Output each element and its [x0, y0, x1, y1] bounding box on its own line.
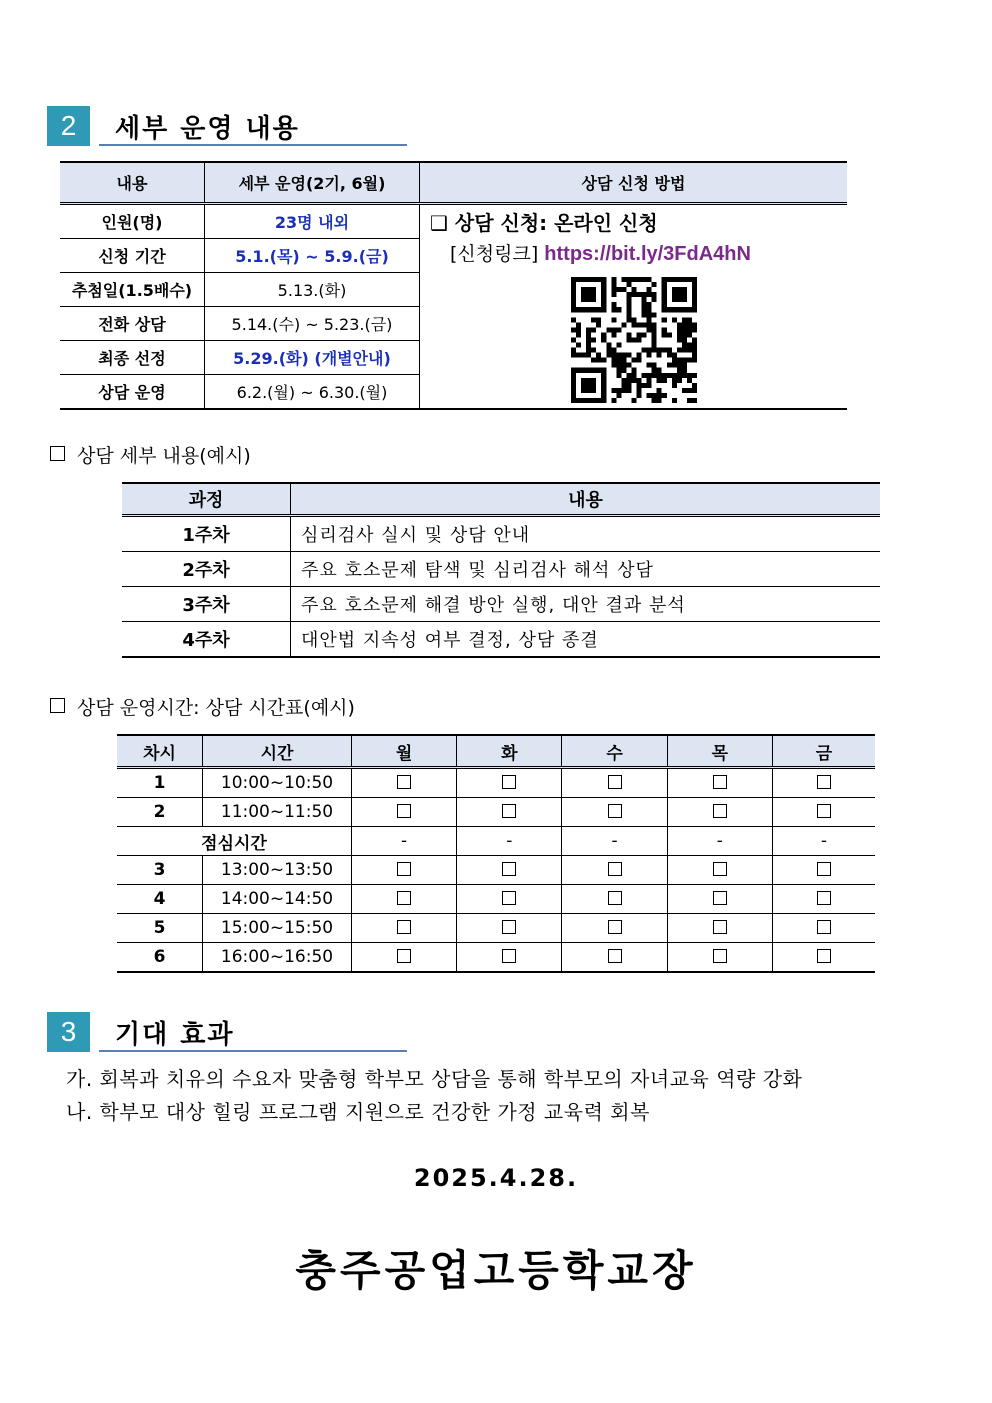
row-label: 최종 선정	[60, 341, 205, 375]
header-cell: 내용	[291, 483, 881, 516]
link-label: [신청링크]	[450, 243, 539, 265]
empty-checkbox-icon[interactable]	[608, 775, 622, 789]
section-number: 2	[47, 106, 90, 146]
method-title: ❑ 상담 신청: 온라인 신청	[430, 211, 658, 235]
session-number: 2	[117, 798, 203, 827]
slot-cell	[457, 885, 562, 914]
row-value: 5.13.(화)	[205, 273, 420, 307]
header-cell: 화	[457, 735, 562, 768]
dash-cell: -	[562, 827, 667, 856]
slot-cell	[667, 914, 772, 943]
week-cell: 1주차	[122, 516, 291, 552]
link-line	[450, 239, 751, 266]
slot-cell	[352, 914, 457, 943]
empty-checkbox-icon[interactable]	[502, 775, 516, 789]
slot-cell	[667, 856, 772, 885]
slot-cell	[457, 768, 562, 798]
session-time: 15:00~15:50	[203, 914, 352, 943]
empty-checkbox-icon[interactable]	[502, 949, 516, 963]
slot-cell	[562, 798, 667, 827]
content-cell: 주요 호소문제 탐색 및 심리검사 해석 상담	[291, 552, 881, 587]
slot-cell	[562, 856, 667, 885]
slot-cell	[352, 943, 457, 973]
empty-checkbox-icon[interactable]	[713, 804, 727, 818]
table-header-row	[117, 735, 875, 768]
empty-checkbox-icon[interactable]	[397, 891, 411, 905]
empty-checkbox-icon[interactable]	[502, 891, 516, 905]
empty-checkbox-icon[interactable]	[397, 949, 411, 963]
header-cell: 목	[667, 735, 772, 768]
operation-details-table	[60, 161, 847, 410]
row-value: 5.29.(화) (개별안내)	[205, 341, 420, 375]
slot-cell	[772, 943, 875, 973]
empty-checkbox-icon[interactable]	[713, 862, 727, 876]
effect-item: 나. 학부모 대상 힐링 프로그램 지원으로 건강한 가정 교육력 회복	[66, 1100, 650, 1124]
empty-checkbox-icon[interactable]	[817, 862, 831, 876]
header-cell: 세부 운영(2기, 6월)	[205, 162, 420, 204]
dash-cell: -	[772, 827, 875, 856]
empty-checkbox-icon[interactable]	[608, 862, 622, 876]
table-row	[117, 943, 875, 973]
header-cell: 시간	[203, 735, 352, 768]
empty-checkbox-icon[interactable]	[397, 775, 411, 789]
week-cell: 2주차	[122, 552, 291, 587]
session-number: 3	[117, 856, 203, 885]
slot-cell	[352, 798, 457, 827]
content-cell: 주요 호소문제 해결 방안 실행, 대안 결과 분석	[291, 587, 881, 622]
session-time: 11:00~11:50	[203, 798, 352, 827]
slot-cell	[772, 914, 875, 943]
qr-code-icon[interactable]	[571, 277, 697, 403]
row-label: 신청 기간	[60, 239, 205, 273]
empty-checkbox-icon[interactable]	[608, 920, 622, 934]
section-3-heading	[47, 1012, 407, 1052]
slot-cell	[562, 914, 667, 943]
checkbox-bullet-icon	[50, 698, 65, 713]
empty-checkbox-icon[interactable]	[817, 804, 831, 818]
empty-checkbox-icon[interactable]	[817, 949, 831, 963]
empty-checkbox-icon[interactable]	[817, 891, 831, 905]
section-2-heading	[47, 106, 407, 146]
content-cell: 심리검사 실시 및 상담 안내	[291, 516, 881, 552]
header-cell: 월	[352, 735, 457, 768]
subheading-schedule	[50, 693, 355, 720]
slot-cell	[772, 856, 875, 885]
row-label: 추첨일(1.5배수)	[60, 273, 205, 307]
subheading-text: 상담 세부 내용(예시)	[77, 445, 251, 467]
header-cell: 내용	[60, 162, 205, 204]
application-method-cell	[420, 204, 848, 410]
dash-cell: -	[457, 827, 562, 856]
document-date: 2025.4.28.	[413, 1164, 579, 1192]
slot-cell	[772, 798, 875, 827]
table-row	[117, 798, 875, 827]
slot-cell	[352, 885, 457, 914]
session-time: 10:00~10:50	[203, 768, 352, 798]
empty-checkbox-icon[interactable]	[502, 804, 516, 818]
row-label: 인원(명)	[60, 204, 205, 239]
subheading-text: 상담 운영시간: 상담 시간표(예시)	[77, 697, 355, 719]
slot-cell	[772, 768, 875, 798]
table-row	[117, 768, 875, 798]
empty-checkbox-icon[interactable]	[502, 920, 516, 934]
application-link[interactable]: https://bit.ly/3FdA4hN	[544, 243, 751, 265]
table-row	[122, 552, 880, 587]
section-title: 기대 효과	[115, 1020, 235, 1050]
week-cell: 4주차	[122, 622, 291, 658]
row-value: 5.14.(수) ~ 5.23.(금)	[205, 307, 420, 341]
subheading-counsel-details	[50, 441, 251, 468]
table-header-row	[60, 162, 847, 204]
empty-checkbox-icon[interactable]	[713, 920, 727, 934]
table-row	[60, 204, 847, 239]
slot-cell	[457, 856, 562, 885]
slot-cell	[667, 943, 772, 973]
empty-checkbox-icon[interactable]	[713, 949, 727, 963]
empty-checkbox-icon[interactable]	[713, 891, 727, 905]
header-cell: 상담 신청 방법	[420, 162, 848, 204]
session-number: 6	[117, 943, 203, 973]
empty-checkbox-icon[interactable]	[502, 862, 516, 876]
slot-cell	[562, 885, 667, 914]
section-underline	[99, 1050, 407, 1052]
table-header-row	[122, 483, 880, 516]
empty-checkbox-icon[interactable]	[817, 775, 831, 789]
content-cell: 대안법 지속성 여부 결정, 상담 종결	[291, 622, 881, 658]
dash-cell: -	[667, 827, 772, 856]
header-cell: 과정	[122, 483, 291, 516]
empty-checkbox-icon[interactable]	[608, 949, 622, 963]
week-cell: 3주차	[122, 587, 291, 622]
expected-effects	[66, 1063, 802, 1129]
effect-item: 가. 회복과 치유의 수요자 맞춤형 학부모 상담을 통해 학부모의 자녀교육 역량 강화	[66, 1067, 803, 1091]
session-number: 5	[117, 914, 203, 943]
slot-cell	[667, 798, 772, 827]
header-cell: 수	[562, 735, 667, 768]
slot-cell	[667, 768, 772, 798]
session-number: 4	[117, 885, 203, 914]
empty-checkbox-icon[interactable]	[608, 804, 622, 818]
session-number: 1	[117, 768, 203, 798]
dash-cell: -	[352, 827, 457, 856]
row-label: 전화 상담	[60, 307, 205, 341]
slot-cell	[457, 914, 562, 943]
counsel-details-table	[122, 482, 880, 658]
lunch-cell: 점심시간	[117, 827, 352, 856]
table-row	[117, 885, 875, 914]
slot-cell	[562, 768, 667, 798]
empty-checkbox-icon[interactable]	[397, 920, 411, 934]
section-number: 3	[47, 1012, 90, 1052]
slot-cell	[667, 885, 772, 914]
checkbox-bullet-icon	[50, 446, 65, 461]
empty-checkbox-icon[interactable]	[713, 775, 727, 789]
section-underline	[99, 144, 407, 146]
row-value: 5.1.(목) ~ 5.9.(금)	[205, 239, 420, 273]
empty-checkbox-icon[interactable]	[397, 862, 411, 876]
slot-cell	[352, 856, 457, 885]
row-value: 23명 내외	[205, 204, 420, 239]
session-time: 13:00~13:50	[203, 856, 352, 885]
table-row	[117, 827, 875, 856]
row-value: 6.2.(월) ~ 6.30.(월)	[205, 375, 420, 410]
empty-checkbox-icon[interactable]	[397, 804, 411, 818]
table-row	[117, 856, 875, 885]
empty-checkbox-icon[interactable]	[608, 891, 622, 905]
header-cell: 금	[772, 735, 875, 768]
session-time: 14:00~14:50	[203, 885, 352, 914]
schedule-table	[117, 734, 875, 973]
table-row	[122, 587, 880, 622]
empty-checkbox-icon[interactable]	[817, 920, 831, 934]
slot-cell	[352, 768, 457, 798]
table-row	[117, 914, 875, 943]
header-cell: 차시	[117, 735, 203, 768]
section-title: 세부 운영 내용	[115, 114, 300, 144]
row-label: 상담 운영	[60, 375, 205, 410]
slot-cell	[457, 798, 562, 827]
signature-principal: 충주공업고등학교장	[295, 1246, 697, 1295]
table-row	[122, 516, 880, 552]
slot-cell	[562, 943, 667, 973]
table-row	[122, 622, 880, 658]
slot-cell	[772, 885, 875, 914]
slot-cell	[457, 943, 562, 973]
session-time: 16:00~16:50	[203, 943, 352, 973]
